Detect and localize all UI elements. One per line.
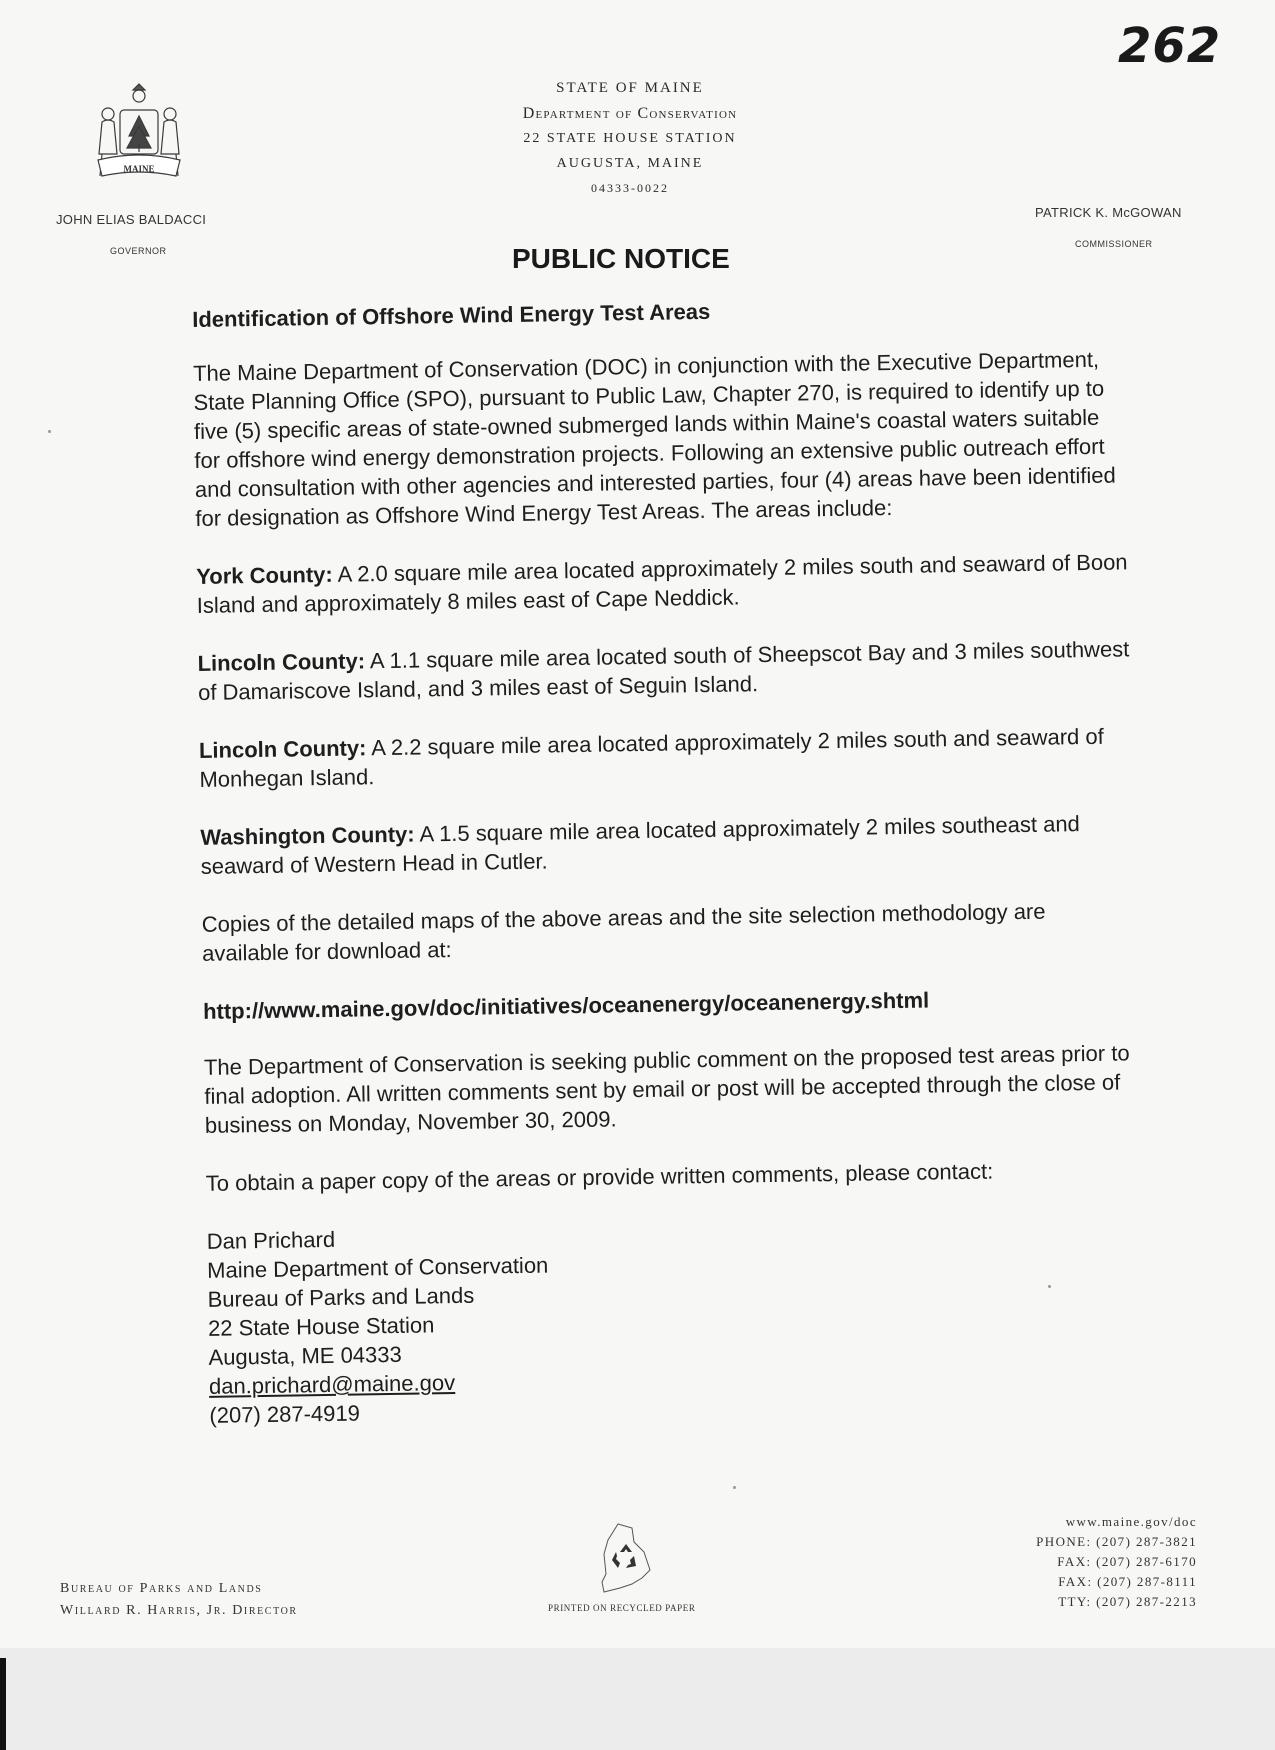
area-description: A 2.0 square mile area located approximately 2 miles south and seaward of Boon Island and approximately 8 miles east of Cape Neddick. [196,549,1128,618]
footer-bureau [60,1578,298,1622]
scan-bottom-edge [0,1648,1275,1750]
contact-email-link[interactable]: dan.prichard@maine.gov [208,1370,456,1399]
area-item [199,721,1135,794]
seal-text: MAINE [123,164,155,174]
letterhead-zip: 04333-0022 [591,181,669,195]
page-title: PUBLIC NOTICE [512,243,730,274]
contact-intro: To obtain a paper copy of the areas or provide written comments, please contact: [205,1158,994,1196]
contact-city: Augusta, ME 04333 [208,1341,402,1370]
footer-fax: FAX: (207) 287-8111 [1058,1574,1197,1589]
recycle-maine-icon [596,1518,656,1598]
area-description: A 1.5 square mile area located approximately 2 miles southeast and seaward of Western Head in Cutler. [200,811,1081,879]
area-item [197,634,1133,707]
footer-contact [1036,1512,1197,1612]
scan-speck [48,430,51,433]
scan-speck [733,1486,736,1489]
letterhead-state: STATE OF MAINE [556,80,704,96]
governor-title: GOVERNOR [110,246,167,256]
download-url[interactable]: http://www.maine.gov/doc/initiatives/oceanenergy/oceanenergy.shtml [202,987,930,1024]
contact-bureau: Bureau of Parks and Lands [207,1282,475,1312]
area-item [200,808,1136,881]
contact-street: 22 State House Station [207,1312,435,1341]
letterhead-city: AUGUSTA, MAINE [556,156,704,171]
area-county: York County: [196,561,333,589]
footer-fax: FAX: (207) 287-6170 [1057,1554,1197,1569]
contact-name: Dan Prichard [206,1226,336,1254]
footer-tty: TTY: (207) 287-2213 [1058,1594,1197,1609]
area-description: A 2.2 square mile area located approximately 2 miles south and seaward of Monhegan Island. [199,723,1104,792]
area-item [196,547,1132,620]
letterhead-department: Department of Conservation [522,105,738,122]
scan-speck [1048,1285,1051,1288]
footer-website[interactable]: www.maine.gov/doc [1065,1514,1197,1529]
contact-organization: Maine Department of Conservation [206,1252,549,1283]
area-county: Lincoln County: [197,648,366,676]
letterhead-street: 22 STATE HOUSE STATION [523,131,737,146]
area-description: A 1.1 square mile area located south of Sheepscot Bay and 3 miles southwest of Damariscove Island, and 3 miles east of Seguin Island. [197,636,1130,705]
area-county: Washington County: [200,821,415,850]
governor-name: JOHN ELIAS BALDACCI [56,212,207,227]
footer-bureau-name: Bureau of Parks and Lands [60,1581,263,1596]
recycled-paper-note: PRINTED ON RECYCLED PAPER [548,1603,696,1613]
comment-paragraph: The Department of Conservation is seeking public comment on the proposed test areas prior to final adoption. All written comments sent by email or post will be accepted through the close of business on Monday, November 30, 2009. [203,1040,1130,1138]
contact-phone: (207) 287-4919 [209,1400,361,1428]
commissioner-name: PATRICK K. McGOWAN [1035,205,1182,220]
commissioner-title: COMMISSIONER [1075,239,1153,249]
download-paragraph: Copies of the detailed maps of the above areas and the site selection methodology are available for download at: [201,898,1046,966]
area-county: Lincoln County: [198,735,367,763]
notice-subheading: Identification of Offshore Wind Energy Test Areas [192,298,711,332]
contact-block [206,1212,1144,1430]
handwritten-page-number: 262 [1118,18,1222,74]
intro-paragraph: The Maine Department of Conservation (DOC) in conjunction with the Executive Department, State Planning Office (SPO), pursuant to Public Law, Chapter 270, is required to identify up to five (5) specific areas of state-owned submerged lands within Maine's coastal waters suitable for offshore wind energy demonstration projects. Following an extensive public outreach effort and consultation with other agencies and interested parties, four (4) areas have been identified for designation as Offshore Wind Energy Test Areas. The areas include: [192,346,1116,531]
scan-edge-bar [0,1658,6,1750]
state-seal-icon [92,80,186,188]
footer-phone: PHONE: (207) 287-3821 [1036,1534,1197,1549]
letterhead [380,76,880,201]
notice-body [192,290,1145,1430]
footer-director: Willard R. Harris, Jr. Director [60,1603,298,1618]
